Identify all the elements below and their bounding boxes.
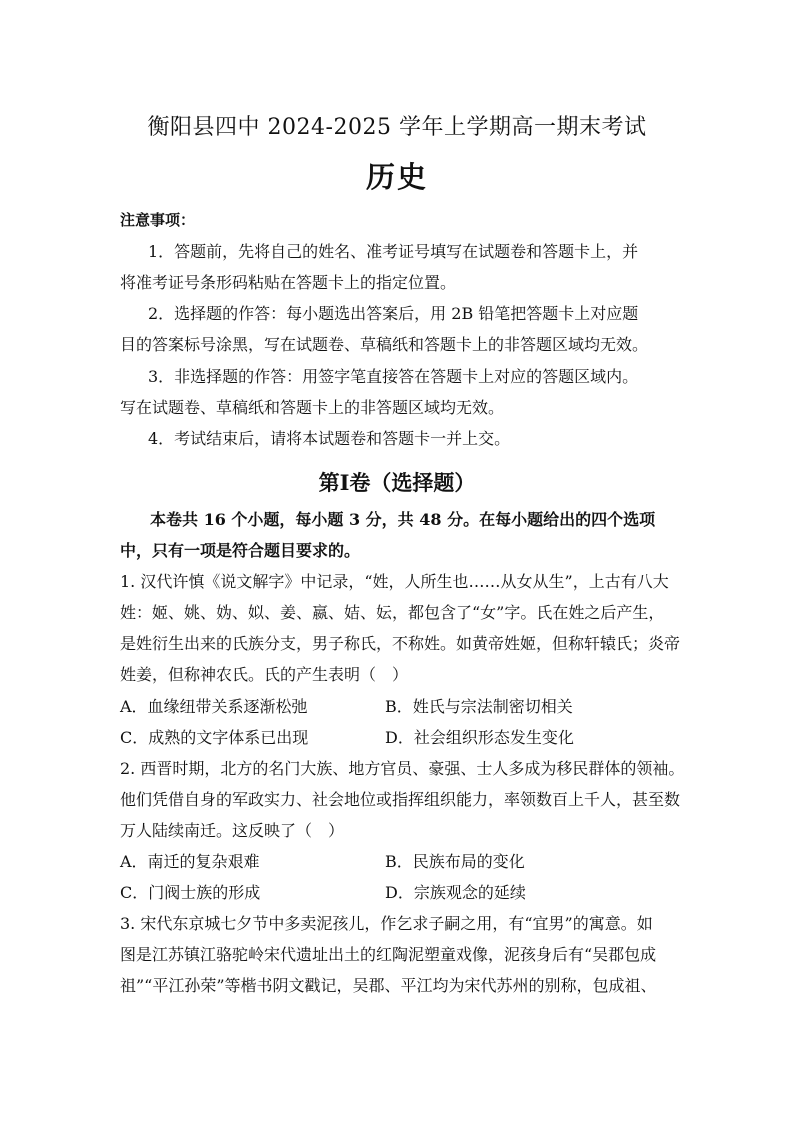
option-c: C．成熟的文字体系已出现 [120,728,309,747]
notice-line: 2．选择题的作答：每小题选出答案后，用 2B 铅笔把答题卡上对应题 [148,304,639,323]
notice-line: 3．非选择题的作答：用签字笔直接答在答题卡上对应的答题区域内。 [148,367,639,386]
question-text: 祖”“平江孙荣”等楷书阴文戳记，吴郡、平江均为宋代苏州的别称，包成祖、 [120,976,657,995]
question-text: 姓姜，但称神农氏。氏的产生表明（ ） [120,665,409,684]
option-b: B．姓氏与宗法制密切相关 [385,697,573,716]
question-text: 是姓衍生出来的氏族分支，男子称氏，不称姓。如黄帝姓姬，但称轩辕氏；炎帝 [120,634,681,653]
option-a: A．血缘纽带关系逐渐松弛 [120,697,308,716]
question-text: 图是江苏镇江骆驼岭宋代遗址出土的红陶泥塑童戏像，泥孩身后有“吴郡包成 [120,945,657,964]
option-d: D．宗族观念的延续 [385,883,526,902]
question-text: 万人陆续南迁。这反映了（ ） [120,821,345,840]
option-d: D．社会组织形态发生变化 [385,728,574,747]
notice-line: 写在试题卷、草稿纸和答题卡上的非答题区域均无效。 [120,398,505,417]
question-text: 1. 汉代许慎《说文解字》中记录，“姓，人所生也……从女从生”，上古有八大 [120,572,669,591]
notice-line: 将准考证号条形码粘贴在答题卡上的指定位置。 [120,273,457,292]
section-intro: 中，只有一项是符合题目要求的。 [120,541,361,560]
section-intro: 本卷共 16 个小题，每小题 3 分，共 48 分。在每小题给出的四个选项 [150,510,656,529]
question-text: 他们凭借自身的军政实力、社会地位或指挥组织能力，率领数百上千人，甚至数 [120,790,681,809]
notice-line: 4．考试结束后，请将本试题卷和答题卡一并上交。 [148,429,511,448]
notice-line: 目的答案标号涂黑，写在试题卷、草稿纸和答题卡上的非答题区域均无效。 [120,335,649,354]
question-text: 2. 西晋时期，北方的名门大族、地方官员、豪强、士人多成为移民群体的领袖。 [120,759,685,778]
section-title: 第Ⅰ卷（选择题） [318,470,476,495]
option-b: B．民族布局的变化 [385,852,525,871]
option-a: A．南迁的复杂艰难 [120,852,260,871]
option-c: C．门阀士族的形成 [120,883,261,902]
notice-heading: 注意事项： [120,211,196,229]
exam-title: 衡阳县四中 2024-2025 学年上学期高一期末考试 [147,115,647,140]
notice-line: 1．答题前，先将自己的姓名、准考证号填写在试题卷和答题卡上，并 [148,242,639,261]
question-text: 姓：姬、姚、妫、姒、姜、嬴、姞、妘，都包含了“女”字。氏在姓之后产生， [120,603,665,622]
question-text: 3. 宋代东京城七夕节中多卖泥孩儿，作乞求子嗣之用，有“宜男”的寓意。如 [120,914,653,933]
subject-title: 历史 [365,160,428,194]
